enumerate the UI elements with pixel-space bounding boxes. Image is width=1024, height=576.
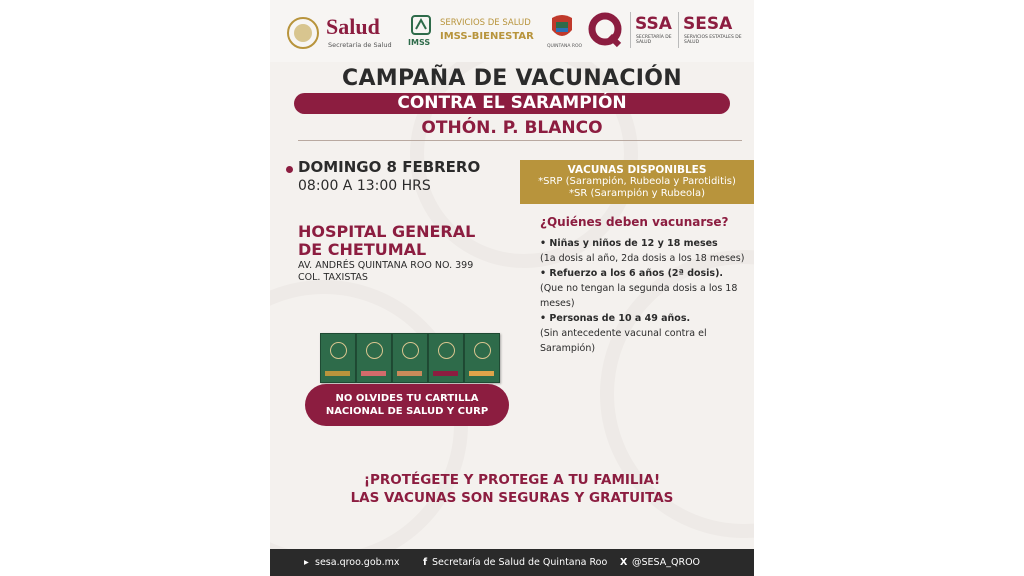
facebook-icon: f [423,557,428,568]
venue-address-line2: COL. TAXISTAS [298,272,368,283]
cartilla-reminder-pill [305,384,509,426]
logo-divider [630,12,631,48]
x-handle-link[interactable]: @SESA_QROO [632,557,701,568]
venue-name-line1: HOSPITAL GENERAL [298,222,476,241]
bullet-icon [286,166,293,173]
footer-bar [270,549,754,576]
health-booklet-image [320,333,356,383]
salud-logo-sub: Secretaría de Salud [328,41,392,49]
logo-divider-2 [678,12,679,48]
health-booklet-image [392,333,428,383]
campaign-subtitle-band: CONTRA EL SARAMPIÓN [294,93,730,114]
sesa-logo-sub: SERVICIOS ESTATALES DE SALUD [684,35,742,45]
health-booklet-image [428,333,464,383]
vaccine-item: *SRP (Sarampión, Rubeola y Parotiditis) [538,176,736,187]
group-label: • Refuerzo a los 6 años (2ª dosis). [540,268,724,279]
available-vaccines-title: VACUNAS DISPONIBLES [567,164,707,176]
vaccine-item: *SR (Sarampión y Rubeola) [569,188,705,199]
slogan-line1: ¡PROTÉGETE Y PROTEGE A TU FAMILIA! [363,472,661,488]
group-label: • Personas de 10 a 49 años. [540,313,691,324]
quintana-roo-label: QUINTANA ROO [547,44,583,49]
event-hours: 08:00 A 13:00 HRS [298,178,431,194]
group-note: (Que no tengan la segunda dosis a los 18 meses) [540,283,738,309]
reminder-line1: NO OLVIDES TU CARTILLA [335,393,479,404]
health-booklet-image [356,333,392,383]
ssa-logo-sub: SECRETARÍA DE SALUD [636,35,672,45]
sesa-logo: SESA [683,14,733,34]
slogan-line2: LAS VACUNAS SON SEGURAS Y GRATUITAS [350,490,674,506]
reminder-line2: NACIONAL DE SALUD Y CURP [325,406,489,417]
event-date: DOMINGO 8 FEBRERO [298,158,481,176]
campaign-title: CAMPAÑA DE VACUNACIÓN [342,66,682,91]
header-divider [298,140,742,141]
group-label: • Niñas y niños de 12 y 18 meses [540,238,718,249]
facebook-link[interactable]: Secretaría de Salud de Quintana Roo [432,557,608,568]
ssa-logo: SSA [635,14,672,34]
salud-logo: Salud [326,14,380,39]
website-icon: ▸ [304,557,309,568]
servicios-de-salud-label: SERVICIOS DE SALUD [440,18,531,28]
campaign-location: OTHÓN. P. BLANCO [421,118,603,138]
available-vaccines-box [520,160,754,204]
mexico-seal-icon [286,16,320,50]
quintana-roo-shield-icon [550,14,574,42]
group-note: (Sin antecedente vacunal contra el Sarampión) [540,328,707,354]
website-link[interactable]: sesa.qroo.gob.mx [315,557,400,568]
q-logo-icon [586,12,624,50]
x-icon: X [620,557,628,568]
health-booklet-image [464,333,500,383]
venue-address-line1: AV. ANDRÉS QUINTANA ROO NO. 399 [298,260,474,271]
logos-bar [270,0,754,62]
who-list [540,236,752,356]
group-note: (1a dosis al año, 2da dosis a los 18 meses) [540,253,745,264]
campaign-poster [270,0,754,576]
imss-small-logo: IMSS [408,38,431,47]
who-question: ¿Quiénes deben vacunarse? [540,215,729,229]
imss-eagle-icon [410,14,432,36]
venue-name-line2: DE CHETUMAL [298,240,427,259]
imss-bienestar-logo: IMSS-BIENESTAR [440,31,534,42]
